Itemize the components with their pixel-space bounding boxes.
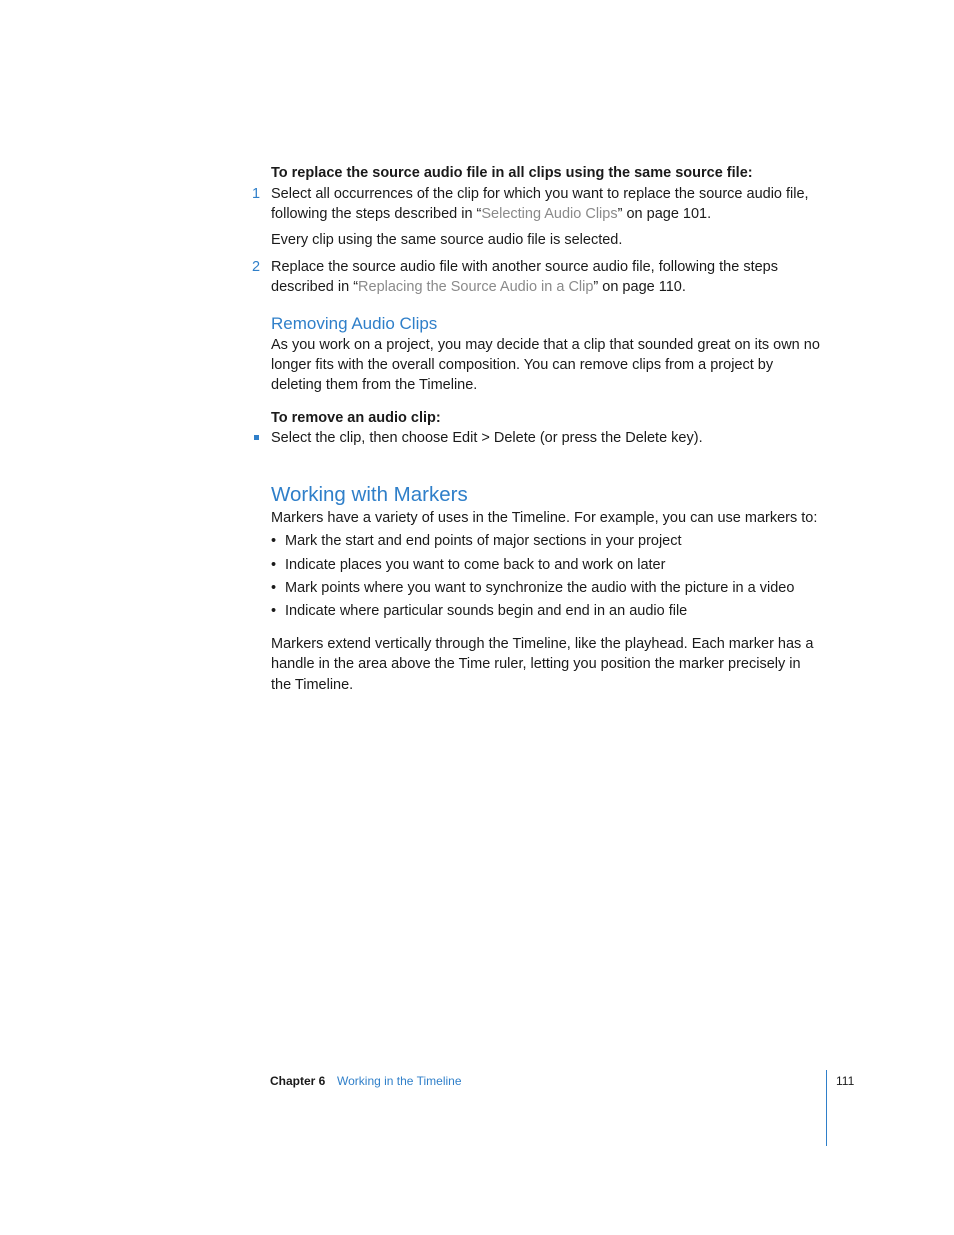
step-1-line-2-post: ” on page 101. <box>617 206 712 222</box>
markers-intro: Markers have a variety of uses in the Timeline. For example, you can use markers to: <box>271 510 818 526</box>
removing-para-line-1: As you work on a project, you may decide that a clip that sounded great on its own no <box>271 337 820 353</box>
step-1-line-2 <box>271 204 711 224</box>
bullet-dot-icon: • <box>271 557 277 573</box>
markers-bullet-2: Indicate places you want to come back to and work on later <box>285 557 666 573</box>
bullet-dot-icon: • <box>271 533 277 549</box>
step-number-1: 1 <box>252 186 261 202</box>
remove-step: Select the clip, then choose Edit > Delete (or press the Delete key). <box>271 430 703 446</box>
bullet-dot-icon: • <box>271 580 277 596</box>
footer-chapter-title: Working in the Timeline <box>337 1074 462 1088</box>
step-1-line-2-pre: following the steps described in “ <box>271 206 482 222</box>
step-1-line-1: Select all occurrences of the clip for which you want to replace the source audio file, <box>271 186 809 202</box>
bullet-dot-icon: • <box>271 603 277 619</box>
task-heading-remove: To remove an audio clip: <box>271 410 441 426</box>
step-number-2: 2 <box>252 259 261 275</box>
page-number: 111 <box>836 1074 855 1088</box>
task-heading-replace: To replace the source audio file in all clips using the same source file: <box>271 165 753 181</box>
heading-working-with-markers: Working with Markers <box>271 483 468 506</box>
footer-chapter: Chapter 6 <box>270 1074 326 1088</box>
step-2-line-2 <box>271 277 686 297</box>
markers-para-line-3: the Timeline. <box>271 677 354 693</box>
step-2-line-2-post: ” on page 110. <box>593 279 686 295</box>
markers-bullet-3: Mark points where you want to synchronize the audio with the picture in a video <box>285 580 795 596</box>
markers-bullet-4: Indicate where particular sounds begin and end in an audio file <box>285 603 688 619</box>
step-1-note: Every clip using the same source audio file is selected. <box>271 232 623 248</box>
markers-para-line-2: handle in the area above the Time ruler, letting you position the marker precisely in <box>271 656 801 672</box>
link-replacing-source-audio[interactable]: Replacing the Source Audio in a Clip <box>358 279 594 295</box>
removing-para-line-3: deleting them from the Timeline. <box>271 377 478 393</box>
square-bullet-icon <box>254 435 259 440</box>
markers-para-line-1: Markers extend vertically through the Timeline, like the playhead. Each marker has a <box>271 636 814 652</box>
link-selecting-audio-clips[interactable]: Selecting Audio Clips <box>481 206 618 222</box>
footer-divider <box>826 1070 827 1146</box>
markers-bullet-1: Mark the start and end points of major sections in your project <box>285 533 682 549</box>
removing-para-line-2: longer fits with the overall composition. You can remove clips from a project by <box>271 357 774 373</box>
step-2-line-1: Replace the source audio file with another source audio file, following the steps <box>271 259 778 275</box>
step-2-line-2-pre: described in “ <box>271 279 359 295</box>
heading-removing-audio-clips: Removing Audio Clips <box>271 314 438 333</box>
